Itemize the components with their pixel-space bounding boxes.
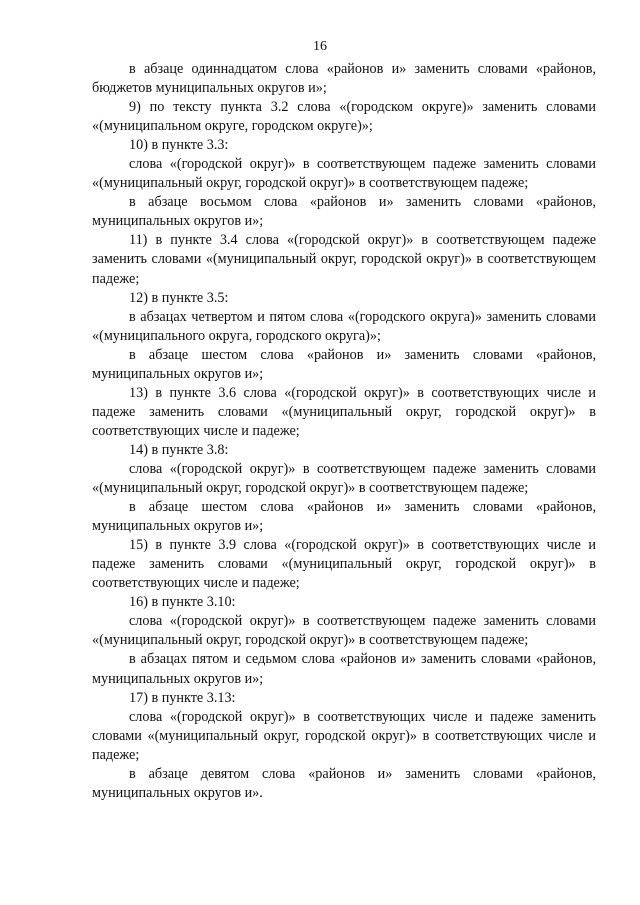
- paragraph-4: слова «(городской округ)» в соответствующем падеже заменить словами «(муниципальный округ, городской округ)» в соответствующем падеже;: [92, 156, 596, 192]
- paragraph-13: в абзаце шестом слова «районов и» заменить словами «районов, муниципальных округов и»;: [92, 499, 596, 535]
- paragraph-14: 15) в пункте 3.9 слова «(городской округ)» в соответствующих числе и падеже заменить словами «(муниципальный округ, городской округ)» в соответствующих числе и падеже;: [92, 537, 596, 592]
- paragraph-12: слова «(городской округ)» в соответствующем падеже заменить словами «(муниципальный округ, городской округ)» в соответствующем падеже;: [92, 460, 596, 497]
- paragraph-1: в абзаце одиннадцатом слова «районов и» заменить словами «районов, бюджетов муниципальных округов и»;: [92, 61, 596, 97]
- paragraph-17: в абзацах пятом и седьмом слова «районов и» заменить словами «районов, муниципальных округов и»;: [92, 651, 596, 687]
- paragraph-11: 14) в пункте 3.8:: [129, 441, 229, 458]
- paragraph-18: 17) в пункте 3.13:: [129, 689, 236, 706]
- paragraph-2: 9) по тексту пункта 3.2 слова «(городском округе)» заменить словами «(муниципальном округе, городском округе)»;: [92, 99, 596, 135]
- paragraph-3: 10) в пункте 3.3:: [129, 137, 229, 154]
- paragraph-5: в абзаце восьмом слова «районов и» заменить словами «районов, муниципальных округов и»;: [92, 194, 596, 230]
- paragraph-20: в абзаце девятом слова «районов и» заменить словами «районов, муниципальных округов и».: [92, 765, 596, 801]
- paragraph-10: 13) в пункте 3.6 слова «(городской округ)» в соответствующих числе и падеже заменить словами «(муниципальный округ, городской округ)» в соответствующих числе и падеже;: [92, 384, 596, 439]
- paragraph-6: 11) в пункте 3.4 слова «(городской округ)» в соответствующем падеже заменить словами «(муниципальный округ, городской округ)» в соответствующем падеже;: [92, 232, 596, 287]
- paragraph-15: 16) в пункте 3.10:: [129, 594, 236, 611]
- paragraph-19: слова «(городской округ)» в соответствующих числе и падеже заменить словами «(муниципальный округ, городской округ)» в соответствующих числе и падеже;: [92, 708, 596, 763]
- document-body: [92, 60, 596, 803]
- paragraph-16: слова «(городской округ)» в соответствующем падеже заменить словами «(муниципальный округ, городской округ)» в соответствующем падеже;: [92, 613, 596, 649]
- paragraph-9: в абзаце шестом слова «районов и» заменить словами «районов, муниципальных округов и»;: [92, 346, 596, 382]
- paragraph-7: 12) в пункте 3.5:: [129, 289, 229, 306]
- paragraph-8: в абзацах четвертом и пятом слова «(городского округа)» заменить словами «(муниципального округа, городского округа)»;: [92, 308, 596, 344]
- page-number: 16: [313, 39, 327, 54]
